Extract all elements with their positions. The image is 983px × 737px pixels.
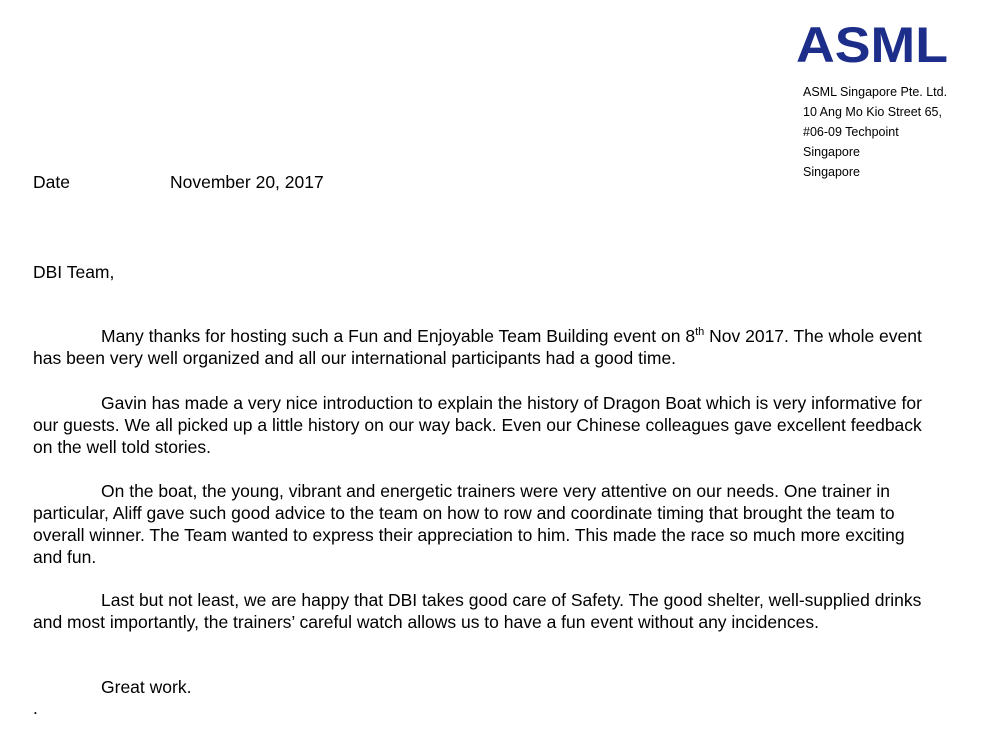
company-address bbox=[803, 82, 947, 182]
address-line: ASML Singapore Pte. Ltd. bbox=[803, 85, 948, 99]
trailing-period: . bbox=[33, 698, 38, 718]
paragraph-closing-text: Great work. bbox=[101, 677, 192, 697]
paragraph-introduction bbox=[33, 392, 933, 458]
asml-logo-text: ASML bbox=[796, 20, 948, 66]
paragraph-safety bbox=[33, 589, 933, 633]
paragraph-trainers-text: On the boat, the young, vibrant and energetic trainers were very attentive on our needs. One trainer in particular, Aliff gave such good advice to the team on how to row and coordinate timing that brought the team to overall winner. The Team wanted to express their appreciation to him. This made the race so much more exciting and fun. bbox=[33, 481, 905, 567]
address-line: Singapore bbox=[803, 165, 860, 179]
paragraph-safety-text: Last but not least, we are happy that DBI takes good care of Safety. The good shelter, well-supplied drinks and most importantly, the trainers’ careful watch allows us to have a fun event without any incidences. bbox=[33, 590, 922, 632]
address-line: Singapore bbox=[803, 145, 860, 159]
date-label: Date bbox=[33, 172, 70, 192]
paragraph-thanks-text: Many thanks for hosting such a Fun and Enjoyable Team Building event on 8 bbox=[101, 326, 696, 346]
ordinal-suffix: th bbox=[695, 326, 705, 339]
asml-logo bbox=[796, 20, 950, 66]
paragraph-thanks bbox=[33, 325, 933, 369]
address-line: 10 Ang Mo Kio Street 65, bbox=[803, 105, 942, 119]
paragraph-closing bbox=[33, 676, 933, 698]
date-value: November 20, 2017 bbox=[170, 172, 324, 192]
paragraph-trainers bbox=[33, 480, 933, 568]
address-line: #06-09 Techpoint bbox=[803, 125, 899, 139]
salutation: DBI Team, bbox=[33, 262, 115, 282]
paragraph-introduction-text: Gavin has made a very nice introduction to explain the history of Dragon Boat which is very informative for our guests. We all picked up a little history on our way back. Even our Chinese colleagues gave excellent feedback on the well told stories. bbox=[33, 393, 922, 457]
paragraph-thanks-text-end: Nov 2017. The whole event has been very well organized and all our international participants had a good time. bbox=[33, 326, 922, 368]
